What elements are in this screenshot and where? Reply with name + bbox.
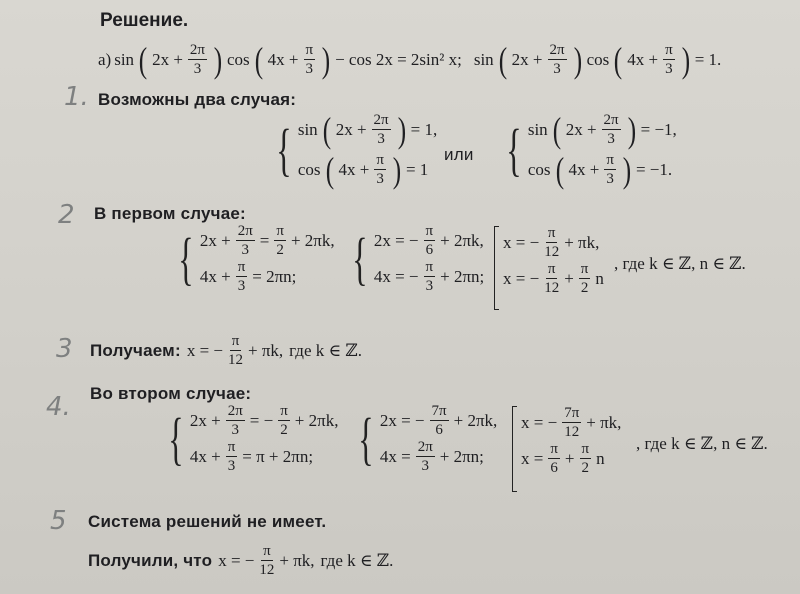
first-case-solution: x = − $\frac{\pi}{12}$ + πk, x = − $\frac{\pi}{12}$ + $\frac{\pi}{2}$ n [494, 226, 604, 310]
eq-tail: − cos 2x = 2sin² x; [335, 50, 462, 69]
fraction: $\frac{\pi}{3}$ [237, 259, 246, 294]
second-case-system-2: { 2x = − $\frac{7\pi}{6}$ + 2πk, 4x = $\frac{2\pi}{3}$ + 2πn; [358, 403, 498, 474]
fraction: $\frac{\pi}{12}$ [259, 543, 275, 578]
sin-token: sin [473, 50, 494, 69]
cos-token: cos [226, 50, 250, 69]
handwritten-marker-5: 5 [50, 506, 67, 536]
part-a-label: а) [98, 50, 112, 69]
handwritten-marker-3: 3 [56, 334, 73, 364]
fraction: $\frac{2\pi}{3}$ [373, 112, 389, 147]
fraction: $\frac{7\pi}{6}$ [431, 403, 447, 438]
fraction: $\frac{\pi}{3}$ [425, 259, 434, 294]
fraction: $\frac{\pi}{2}$ [280, 403, 288, 438]
first-case-where: , где k ∈ ℤ, n ∈ ℤ. [614, 254, 746, 273]
part-a-equation: а) sin ( 2x + $\frac{2\pi}{3}$ ) cos ( 4x + $\frac{\pi}{3}$ ) − cos 2x = 2sin² x; sin ( 2x + $\frac{2\pi}{3}$ ) cos ( 4x + $\frac{\pi}{3}$ ) = 1. [98, 40, 722, 80]
fraction: $\frac{\pi}{12}$ [544, 261, 560, 296]
step4-heading: Во втором случае: [90, 384, 252, 403]
fraction: $\frac{\pi}{2}$ [580, 261, 589, 296]
case1-system: { sin ( 2x + $\frac{2\pi}{3}$ ) = 1, cos ( 4x + $\frac{\pi}{3}$ ) = 1 [276, 110, 438, 190]
arg-2: 4x + [627, 50, 659, 69]
fraction: $\frac{\pi}{12}$ [544, 225, 560, 260]
fraction: $\frac{2\pi}{3}$ [227, 403, 243, 438]
fraction: $\frac{\pi}{12}$ [228, 333, 243, 368]
step3-result: Получаем: x = − $\frac{\pi}{12}$ + πk, где k ∈ ℤ. [90, 333, 362, 368]
final-where: где k ∈ ℤ. [320, 551, 394, 570]
first-case-system-2: { 2x = − $\frac{\pi}{6}$ + 2πk, 4x = − $\frac{\pi}{3}$ + 2πn; [352, 223, 485, 294]
step5-text: Система решений не имеет. [88, 512, 327, 531]
second-case-system-1: { 2x + $\frac{2\pi}{3}$ = − $\frac{\pi}{2}$ + 2πk, 4x + $\frac{\pi}{3}$ = π + 2πn; [168, 403, 339, 474]
fraction: $\frac{\pi}{3}$ [606, 152, 614, 187]
final-label: Получили, что [88, 551, 213, 570]
first-case-system-1: { 2x + $\frac{2\pi}{3}$ = $\frac{\pi}{2}$ + 2πk, 4x + $\frac{\pi}{3}$ = 2πn; [178, 223, 335, 294]
eq-tail: = 1. [694, 50, 722, 69]
step3-label: Получаем: [90, 341, 181, 360]
case2-system: { sin ( 2x + $\frac{2\pi}{3}$ ) = −1, cos ( 4x + $\frac{\pi}{3}$ ) = −1. [506, 110, 677, 190]
fraction: $\frac{2\pi}{3}$ [417, 439, 433, 474]
fraction: $\frac{2\pi}{3}$ [237, 223, 253, 258]
fraction: $\frac{2\pi}{3}$ [189, 42, 205, 77]
fraction: $\frac{\pi}{6}$ [425, 223, 434, 258]
arg-2: 4x + [267, 50, 299, 69]
fraction: $\frac{\pi}{2}$ [276, 223, 284, 258]
fraction: $\frac{\pi}{2}$ [581, 441, 590, 476]
arg-1: 2x + [152, 50, 183, 69]
fraction: $\frac{\pi}{3}$ [376, 152, 384, 187]
handwritten-marker-1: 1. [64, 82, 89, 112]
handwritten-marker-2: 2 [58, 200, 75, 230]
fraction: $\frac{\pi}{3}$ [665, 42, 673, 77]
fraction: $\frac{2\pi}{3}$ [603, 112, 619, 147]
step1-heading: Возможны два случая: [98, 90, 297, 109]
fraction: $\frac{\pi}{3}$ [227, 439, 236, 474]
fraction: $\frac{\pi}{3}$ [305, 42, 314, 77]
arg-1: 2x + [511, 50, 543, 69]
final-answer: Получили, что x = − $\frac{\pi}{12}$ + πk, где k ∈ ℤ. [88, 543, 394, 578]
step3-where: где k ∈ ℤ. [289, 341, 362, 360]
fraction: $\frac{2\pi}{3}$ [549, 42, 565, 77]
second-case-where: , где k ∈ ℤ, n ∈ ℤ. [636, 434, 768, 453]
sin-token: sin [114, 50, 135, 69]
fraction: $\frac{7\pi}{12}$ [564, 405, 580, 440]
fraction: $\frac{\pi}{6}$ [550, 441, 558, 476]
cos-token: cos [586, 50, 610, 69]
or-label: или [444, 145, 474, 164]
step2-heading: В первом случае: [94, 204, 246, 223]
handwritten-marker-4: 4. [46, 392, 71, 422]
solution-title: Решение. [100, 10, 189, 31]
second-case-solution: x = − $\frac{7\pi}{12}$ + πk, x = $\frac{\pi}{6}$ + $\frac{\pi}{2}$ n [512, 406, 621, 492]
